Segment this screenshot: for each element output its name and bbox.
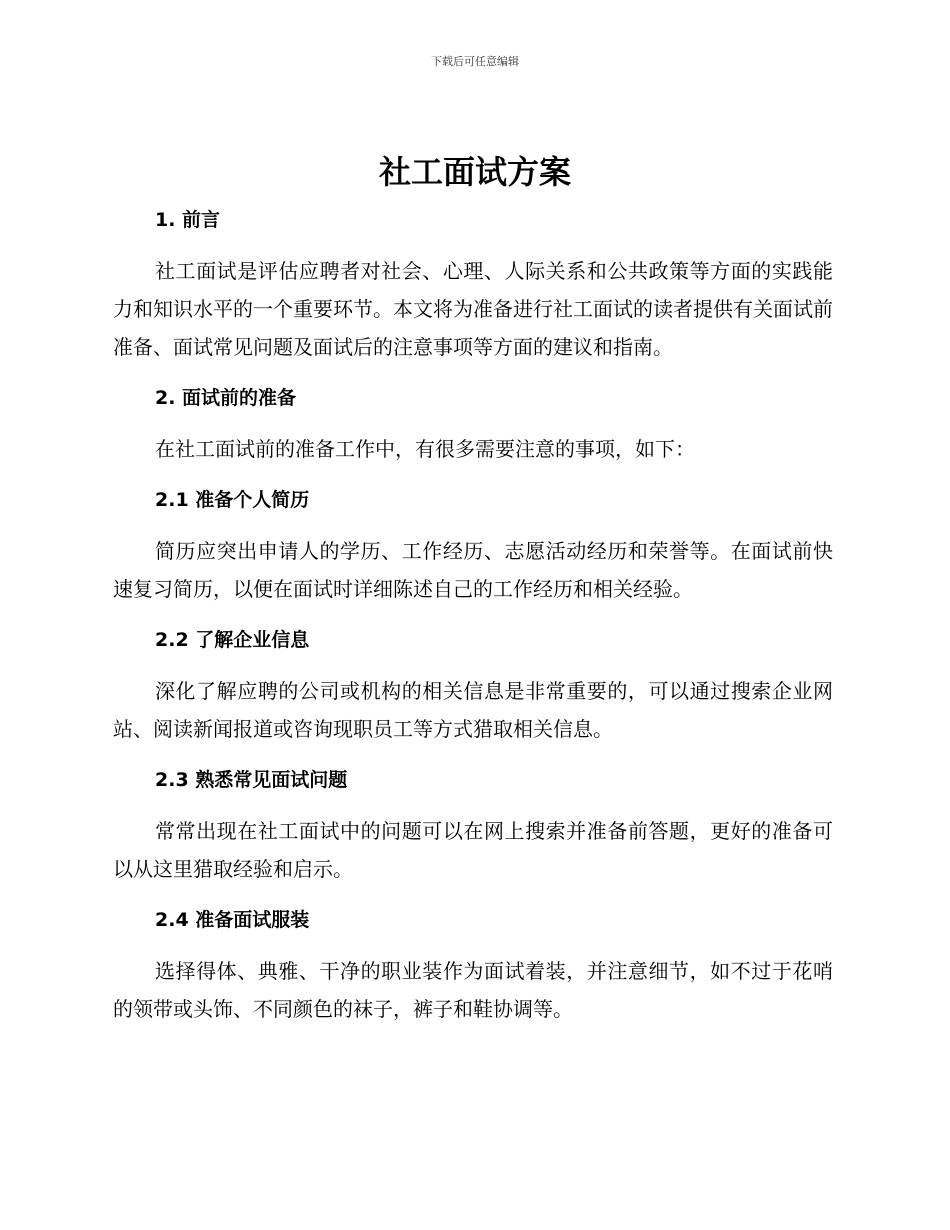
section-heading-attire: 2.4 准备面试服装 (155, 909, 310, 931)
header-note: 下载后可任意编辑 (431, 55, 519, 68)
section-paragraph-company-info: 深化了解应聘的公司或机构的相关信息是非常重要的，可以通过搜索企业网站、阅读新闻报道或咨询现职员工等方式猎取相关信息。 (113, 679, 833, 741)
section-heading-company-info: 2.2 了解企业信息 (155, 629, 310, 651)
section-heading-preface: 1. 前言 (155, 209, 221, 231)
section-heading-preparation: 2. 面试前的准备 (155, 387, 297, 409)
section-heading-common-questions: 2.3 熟悉常见面试问题 (155, 769, 348, 791)
document-title: 社工面试方案 (378, 153, 571, 191)
section-paragraph-attire: 选择得体、典雅、干净的职业装作为面试着装，并注意细节，如不过于花哨的领带或头饰、不同颜色的袜子，裤子和鞋协调等。 (113, 959, 833, 1021)
section-heading-resume: 2.1 准备个人简历 (155, 489, 310, 511)
section-paragraph-common-questions: 常常出现在社工面试中的问题可以在网上搜索并准备前答题，更好的准备可以从这里猎取经验和启示。 (113, 819, 833, 881)
section-paragraph-resume: 简历应突出申请人的学历、工作经历、志愿活动经历和荣誉等。在面试前快速复习简历，以便在面试时详细陈述自己的工作经历和相关经验。 (113, 539, 833, 601)
document-body (113, 200, 833, 1040)
section-paragraph-preface: 社工面试是评估应聘者对社会、心理、人际关系和公共政策等方面的实践能力和知识水平的一个重要环节。本文将为准备进行社工面试的读者提供有关面试前准备、面试常见问题及面试后的注意事项等方面的建议和指南。 (113, 259, 833, 359)
section-paragraph-preparation: 在社工面试前的准备工作中，有很多需要注意的事项，如下： (155, 437, 695, 461)
